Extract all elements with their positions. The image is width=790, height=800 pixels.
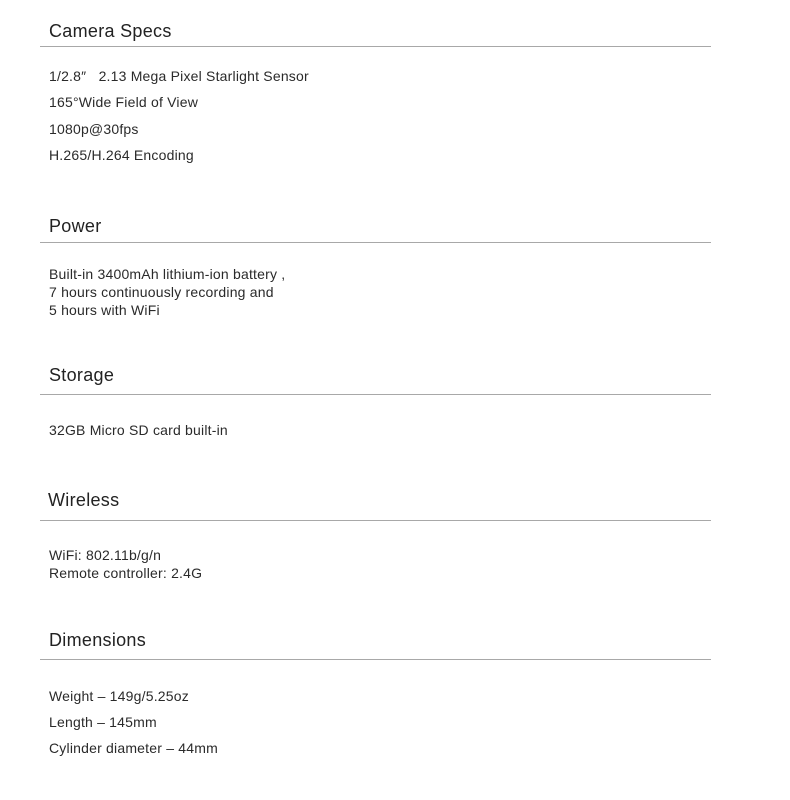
spec-line: WiFi: 802.11b/g/n <box>49 547 162 563</box>
section-divider <box>40 46 711 47</box>
section-title: Dimensions <box>49 630 147 650</box>
spec-line: 32GB Micro SD card built-in <box>49 422 228 438</box>
spec-line: Remote controller: 2.4G <box>49 565 203 581</box>
section-divider <box>40 394 711 395</box>
section-title: Wireless <box>48 490 120 510</box>
section-divider <box>40 242 711 243</box>
section-title: Power <box>49 216 102 236</box>
spec-line: 1/2.8″ 2.13 Mega Pixel Starlight Sensor <box>49 68 309 84</box>
spec-line: Length – 145mm <box>49 714 157 730</box>
section-title: Camera Specs <box>49 21 172 41</box>
spec-line: Built-in 3400mAh lithium-ion battery , <box>49 266 286 282</box>
section-title: Storage <box>49 365 115 385</box>
spec-line: 5 hours with WiFi <box>49 302 160 318</box>
section-divider <box>40 659 711 660</box>
section-divider <box>40 520 711 521</box>
spec-line: 1080p@30fps <box>49 121 139 137</box>
spec-line: Weight – 149g/5.25oz <box>49 688 189 704</box>
spec-line: H.265/H.264 Encoding <box>49 147 194 163</box>
spec-line: 165°Wide Field of View <box>49 94 199 110</box>
spec-line: 7 hours continuously recording and <box>49 284 274 300</box>
spec-line: Cylinder diameter – 44mm <box>49 740 218 756</box>
